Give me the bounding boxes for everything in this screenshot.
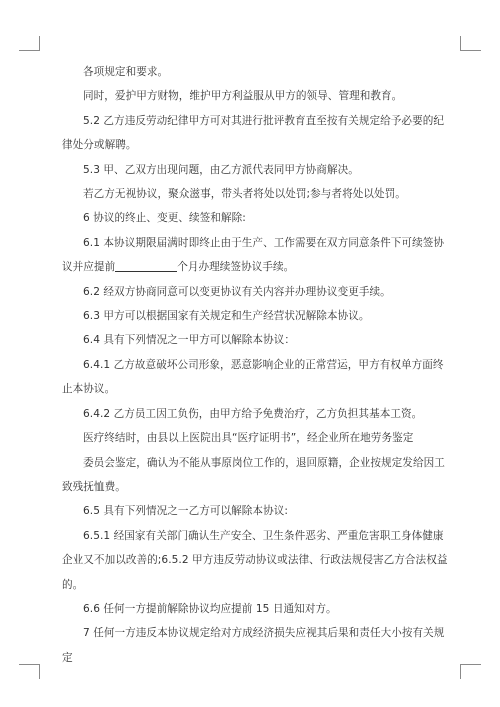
- paragraph: 医疗终结时，由县以上医院出具“医疗证明书”，经企业所在地劳务鉴定: [83, 432, 414, 445]
- paragraph: 6.5 具有下列情况之一乙方可以解除本协议:: [83, 505, 288, 518]
- paragraph: 6.6 任何一方提前解除协议均应提前 15 日通知对方。: [83, 602, 337, 615]
- paragraph-text: 6.1 本协议期限届满时即终止由于生产、工作需要在双方同意条件下可续签协议并应提前: [62, 236, 445, 274]
- fill-in-blank: [115, 259, 177, 272]
- paragraph: 5.2 乙方违反劳动纪律甲方可对其进行批评教育直至按有关规定给予必要的纪律处分或解聘。: [62, 114, 445, 152]
- paragraph: 委员会鉴定，确认为不能从事原岗位工作的，退回原籍，企业按规定发给因工致残抚恤费。: [62, 456, 445, 493]
- crop-mark-bottom-right: [460, 664, 481, 679]
- paragraph: 6.4.2 乙方员工因工负伤，由甲方给予免费治疗，乙方负担其基本工资。: [83, 407, 423, 420]
- paragraph: 若乙方无视协议，聚众滋事，带头者将处以处罚;参与者将处以处罚。: [83, 188, 406, 201]
- paragraph: 6.2 经双方协商同意可以变更协议有关内容并办理协议变更手续。: [83, 285, 391, 298]
- paragraph: 6.4 具有下列情况之一甲方可以解除本协议：: [83, 334, 296, 347]
- paragraph: 同时，爱护甲方财物，维护甲方利益服从甲方的领导、管理和教育。: [83, 90, 403, 103]
- section-heading: 6 协议的终止、变更、续签和解除:: [83, 212, 246, 225]
- paragraph: 6.5.1 经国家有关部门确认生产安全、卫生条件恶劣、严重危害职工身体健康企业又不加以改善的;6.5.2 甲方违反劳动协议或法律、行政法规侵害乙方合法权益的。: [62, 529, 448, 591]
- paragraph: 6.3 甲方可以根据国家有关规定和生产经营状况解除本协议。: [83, 310, 370, 323]
- paragraph-text: 个月办理续签协议手续。: [177, 261, 295, 274]
- paragraph: 各项规定和要求。: [83, 66, 169, 78]
- paragraph-with-blank: [62, 231, 450, 280]
- paragraph: 5.3 甲、乙双方出现问题，由乙方派代表同甲方协商解决。: [83, 163, 359, 176]
- crop-mark-top-left: [19, 36, 40, 51]
- document-body: [62, 60, 450, 670]
- crop-mark-bottom-left: [19, 664, 40, 679]
- paragraph: 7 任何一方违反本协议规定给对方成经济损失应视其后果和责任大小按有关规定: [62, 627, 445, 664]
- paragraph: 6.4.1 乙方故意破坏公司形象，恶意影响企业的正常营运，甲方有权单方面终止本协议。: [62, 358, 444, 396]
- crop-mark-top-right: [460, 36, 481, 51]
